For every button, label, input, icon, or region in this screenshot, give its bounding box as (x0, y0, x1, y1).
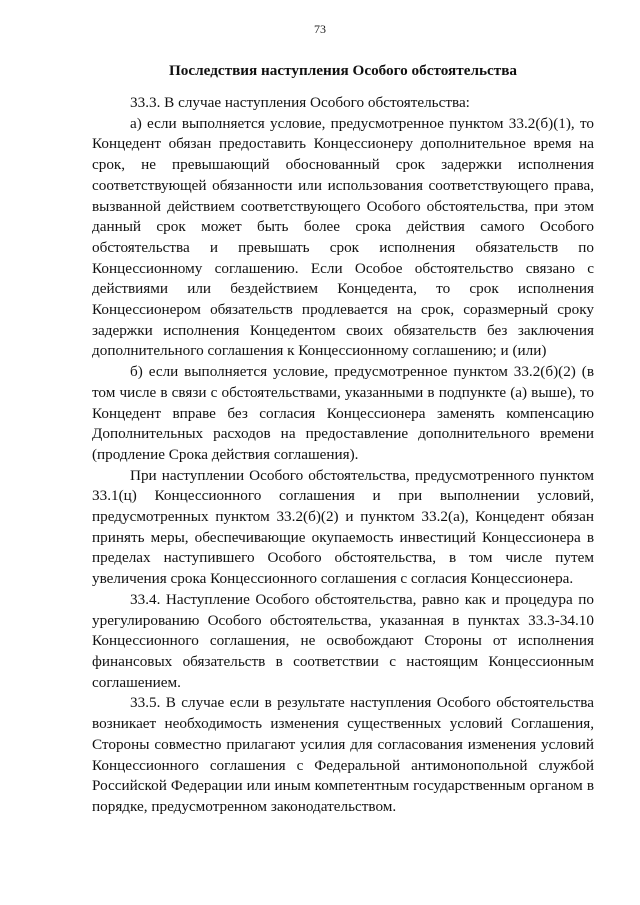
section-heading: Последствия наступления Особого обстоятельства (168, 62, 518, 79)
paragraph-33-3: 33.3. В случае наступления Особого обстоятельства: (130, 94, 470, 111)
paragraph-33-1-ts: При наступлении Особого обстоятельства, предусмотренного пунктом 33.1(ц) Концессионного соглашения и при выполнении условий, предусмотренных пунктом 33.2(б)(2) и пунктом 33.2(а), Концедент обязан принять меры, обеспечивающие окупаемость инвестиций Концессионера в пределах наступившего Особого обстоятельства, в том числе путем увеличения срока Концессионного соглашения с согласия Концессионера. (92, 466, 594, 588)
paragraph-33-3-a: а) если выполняется условие, предусмотренное пунктом 33.2(б)(1), то Концедент обязан предоставить Концессионеру дополнительное время на срок, не превышающий обоснованный срок задержки исполнения соответствующей обязанности или использования соответствующего права, вызванной действием соответствующего Особого обстоятельства, при этом данный срок может быть более срока действия самого Особого обстоятельства и превышать срок исполнения обязательств по Концессионному соглашению. Если Особое обстоятельство связано с действиями или бездействием Концедента, то срок исполнения Концессионером обязательств продлевается на срок, соразмерный сроку задержки исполнения Концедентом своих обязательств без заключения дополнительного соглашения к Концессионному соглашению; и (или) (92, 114, 594, 360)
paragraph-33-5: 33.5. В случае если в результате наступления Особого обстоятельства возникает необходимость изменения существенных условий Соглашения, Стороны совместно прилагают усилия для согласования изменения условий Концессионного соглашения с Федеральной антимонопольной службой Российской Федерации или иным компетентным государственным органом в порядке, предусмотренном законодательством. (92, 694, 594, 815)
paragraph-33-3-b: б) если выполняется условие, предусмотренное пунктом 33.2(б)(2) (в том числе в связи с обстоятельствами, указанными в подпункте (а) выше), то Концедент вправе без согласия Концессионера заменять компенсацию Дополнительных расходов на предоставление дополнительного времени (продление Срока действия соглашения). (92, 363, 594, 463)
document-body (92, 93, 594, 818)
page-number: 73 (314, 22, 326, 36)
paragraph-33-4: 33.4. Наступление Особого обстоятельства, равно как и процедура по урегулированию Особого обстоятельства, указанная в пунктах 33.3-34.10 Концессионного соглашения, не освобождают Стороны от исполнения финансовых обязательств в соответствии с настоящим Концессионным соглашением. (92, 590, 594, 691)
